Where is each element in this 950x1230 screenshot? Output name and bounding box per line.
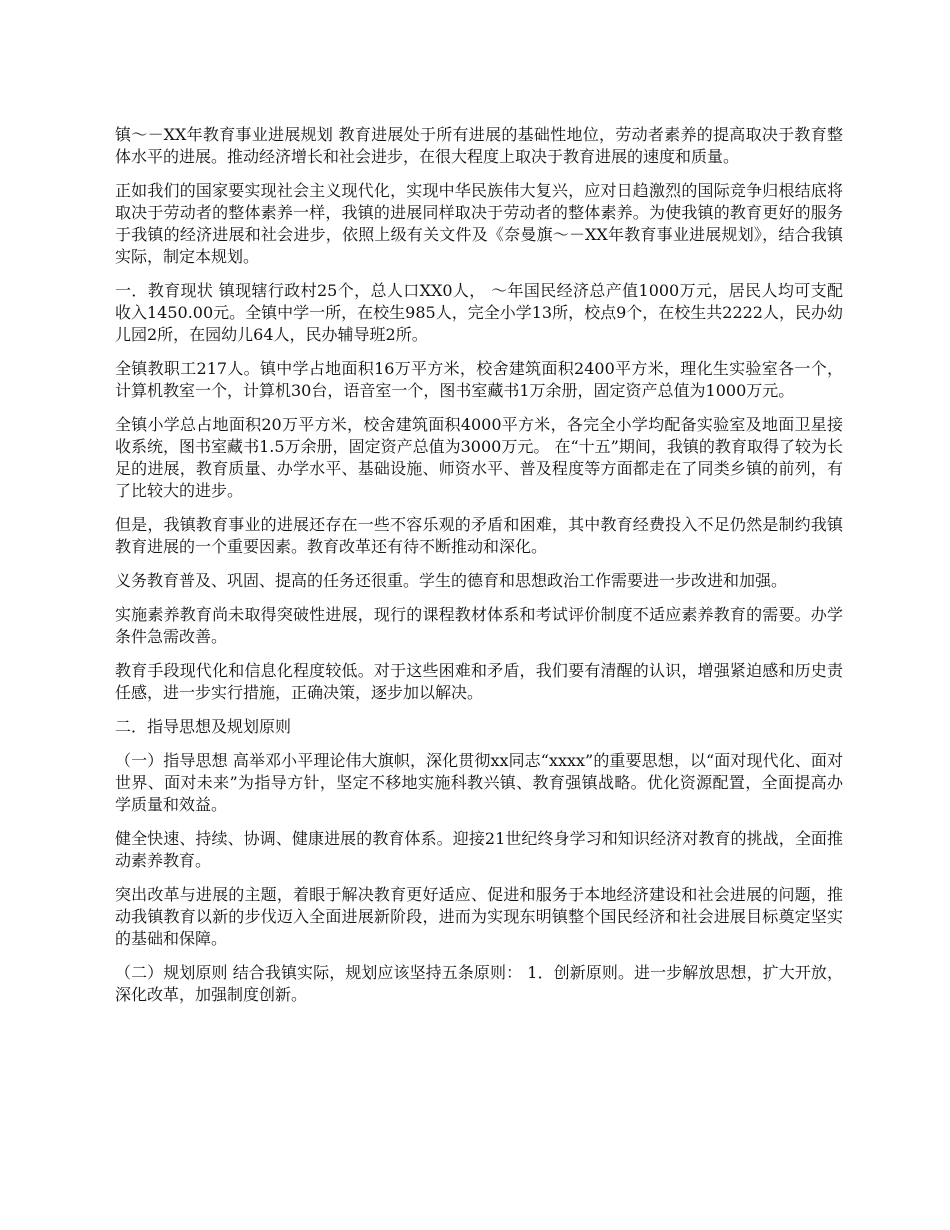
paragraph-planning-principles: （二）规划原则 结合我镇实际，规划应该坚持五条原则： 1．创新原则。进一步解放思想，扩大开放，深化改革，加强制度创新。 [115, 963, 843, 1004]
paragraph-staff-middle-school: 全镇教职工217人。镇中学占地面积16万平方米，校舍建筑面积2400平方米，理化生实验室各一个，计算机教室一个，计算机30台，语音室一个，图书室藏书1万余册，固定资产总值为1000万元。 [115, 359, 843, 400]
paragraph-intro: 镇～－XX年教育事业进展规划 教育进展处于所有进展的基础性地位，劳动者素养的提高取决于教育整体水平的进展。推动经济增长和社会进步，在很大程度上取决于教育进展的速度和质量。 [115, 125, 843, 166]
paragraph-primary-schools: 全镇小学总占地面积20万平方米，校舍建筑面积4000平方米，各完全小学均配备实验室及地面卫星接收系统，图书室藏书1.5万余册，固定资产总值为3000万元。 在“十五”期间，我镇的教育取得了较为长足的进展，教育质量、办学水平、基础设施、师资水平、普及程度等方面都走在了同类乡镇的前列，有了比较大的进步。 [115, 415, 843, 500]
paragraph-modernization: 教育手段现代化和信息化程度较低。对于这些困难和矛盾，我们要有清醒的认识，增强紧迫感和历史责任感，进一步实行措施，正确决策，逐步加以解决。 [115, 661, 843, 702]
paragraph-background: 正如我们的国家要实现社会主义现代化，实现中华民族伟大复兴，应对日趋激烈的国际竞争归根结底将取决于劳动者的整体素养一样，我镇的进展同样取决于劳动者的整体素养。为使我镇的教育更好的服务于我镇的经济进展和社会进步，依照上级有关文件及《奈曼旗～－XX年教育事业进展规划》，结合我镇实际，制定本规划。 [115, 181, 843, 266]
paragraph-current-status: 一．教育现状 镇现辖行政村25个，总人口XX0人， ～年国民经济总产值1000万元，居民人均可支配收入1450.00元。全镇中学一所，在校生985人，完全小学13所，校点9个，在校生共2222人，民办幼儿园2所，在园幼儿64人，民办辅导班2所。 [115, 281, 843, 344]
paragraph-problems: 但是，我镇教育事业的进展还存在一些不容乐观的矛盾和困难，其中教育经费投入不足仍然是制约我镇教育进展的一个重要因素。教育改革还有待不断推动和深化。 [115, 515, 843, 556]
section-heading-guiding-principles: 二．指导思想及规划原则 [115, 717, 292, 736]
paragraph-reform-theme: 突出改革与进展的主题，着眼于解决教育更好适应、促进和服务于本地经济建设和社会进展的问题，推动我镇教育以新的步伐迈入全面进展新阶段，进而为实现东明镇整个国民经济和社会进展目标奠定坚实的基础和保障。 [115, 885, 843, 948]
paragraph-guiding-ideology: （一）指导思想 高举邓小平理论伟大旗帜，深化贯彻xx同志“xxxx”的重要思想，以“面对现代化、面对世界、面对未来”为指导方针，坚定不移地实施科教兴镇、教育强镇战略。优化资源配置，全面提高办学质量和效益。 [115, 751, 843, 814]
paragraph-education-system: 健全快速、持续、协调、健康进展的教育体系。迎接21世纪终身学习和知识经济对教育的挑战，全面推动素养教育。 [115, 829, 843, 870]
paragraph-quality-education: 实施素养教育尚未取得突破性进展，现行的课程教材体系和考试评价制度不适应素养教育的需要。办学条件急需改善。 [115, 605, 843, 646]
document-page [115, 124, 843, 1018]
paragraph-compulsory-education: 义务教育普及、巩固、提高的任务还很重。学生的德育和思想政治工作需要进一步改进和加强。 [115, 571, 788, 590]
